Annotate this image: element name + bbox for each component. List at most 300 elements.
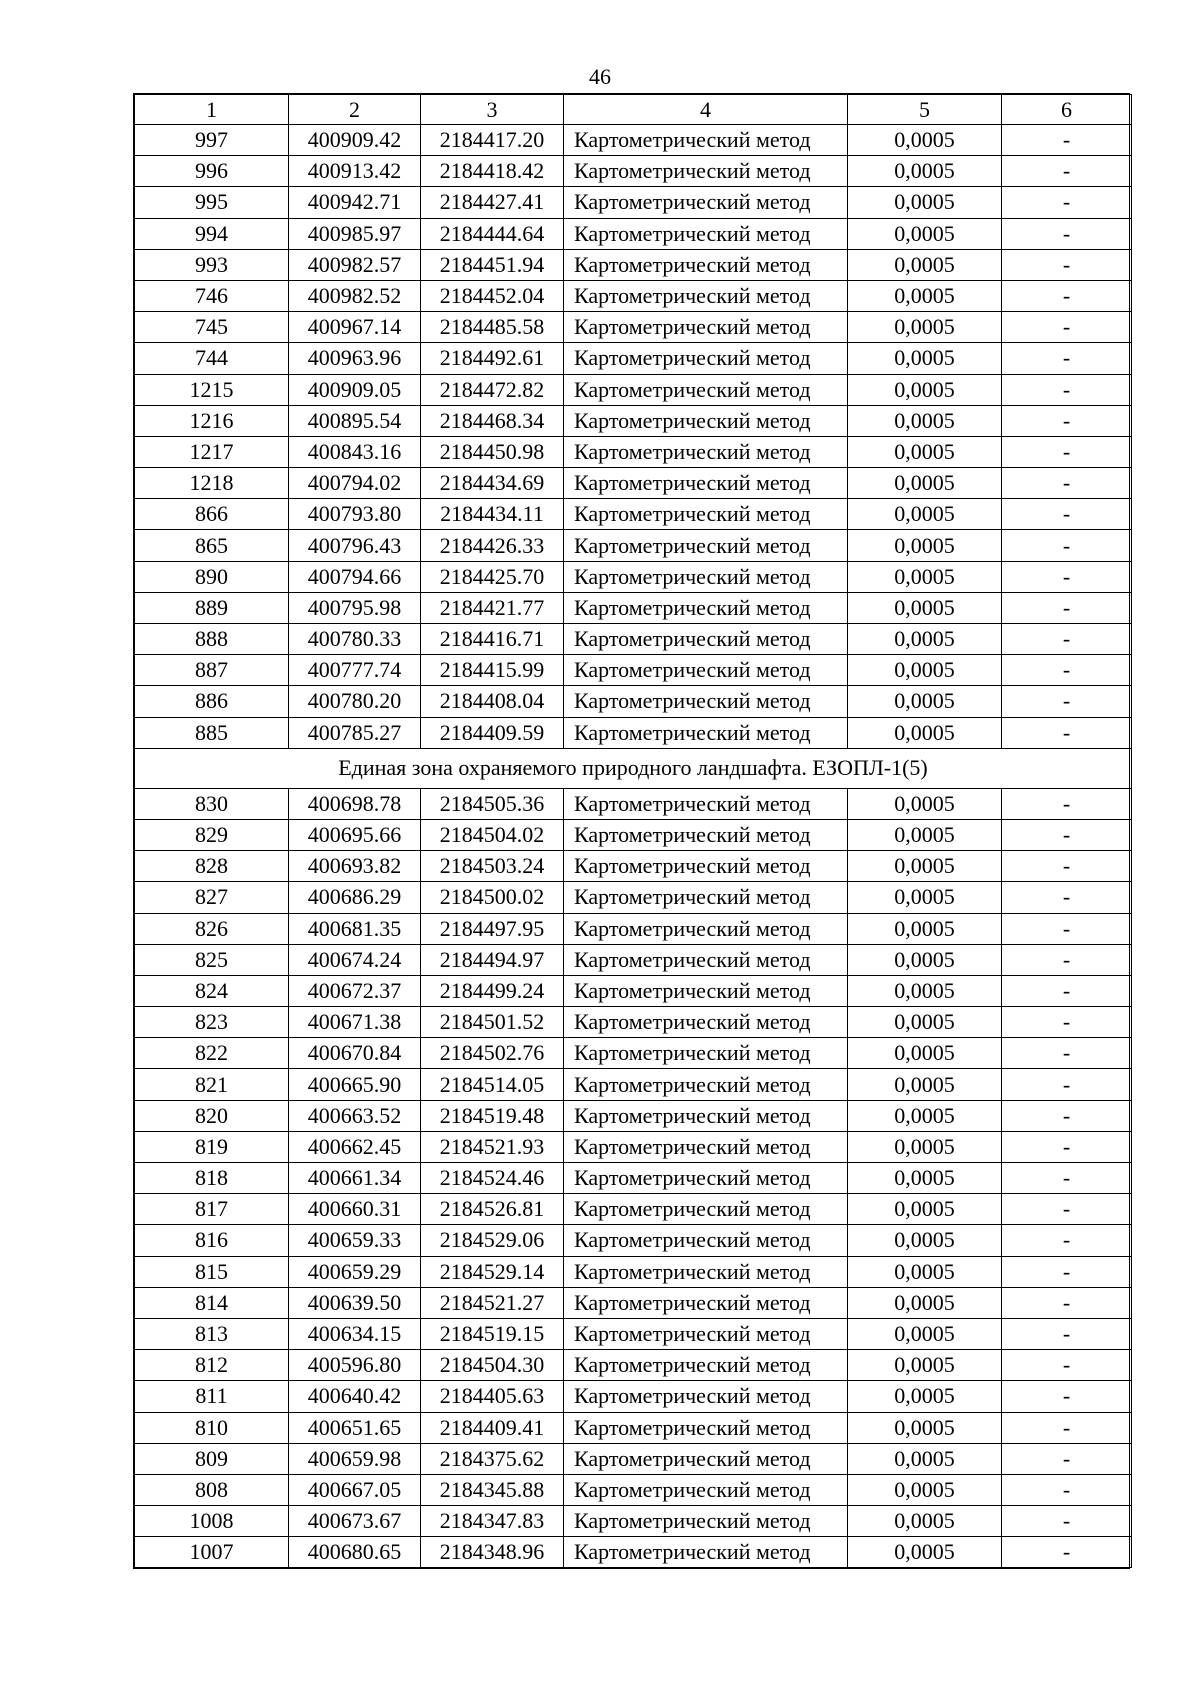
point-number-cell: 994 [135, 218, 289, 249]
y-coordinate-cell: 2184434.69 [421, 468, 564, 499]
method-cell: Картометрический метод [564, 1443, 848, 1474]
y-coordinate-cell: 2184514.05 [421, 1069, 564, 1100]
x-coordinate-cell: 400967.14 [289, 312, 421, 343]
section-title: Единая зона охраняемого природного ландшафта. ЕЗОПЛ-1(5) [135, 748, 1132, 788]
accuracy-cell: 0,0005 [848, 249, 1002, 280]
x-coordinate-cell: 400659.33 [289, 1225, 421, 1256]
table-row [135, 436, 1132, 467]
accuracy-cell: 0,0005 [848, 1069, 1002, 1100]
y-coordinate-cell: 2184415.99 [421, 655, 564, 686]
accuracy-cell: 0,0005 [848, 1038, 1002, 1069]
y-coordinate-cell: 2184500.02 [421, 882, 564, 913]
method-cell: Картометрический метод [564, 624, 848, 655]
x-coordinate-cell: 400695.66 [289, 819, 421, 850]
table-row [135, 343, 1132, 374]
point-number-cell: 886 [135, 686, 289, 717]
x-coordinate-cell: 400895.54 [289, 405, 421, 436]
table-row [135, 499, 1132, 530]
point-number-cell: 821 [135, 1069, 289, 1100]
y-coordinate-cell: 2184418.42 [421, 156, 564, 187]
point-number-cell: 830 [135, 788, 289, 819]
y-coordinate-cell: 2184485.58 [421, 312, 564, 343]
table-row [135, 1131, 1132, 1162]
point-number-cell: 823 [135, 1007, 289, 1038]
note-cell: - [1002, 249, 1132, 280]
method-cell: Картометрический метод [564, 851, 848, 882]
method-cell: Картометрический метод [564, 1038, 848, 1069]
point-number-cell: 1218 [135, 468, 289, 499]
point-number-cell: 744 [135, 343, 289, 374]
y-coordinate-cell: 2184421.77 [421, 592, 564, 623]
note-cell: - [1002, 1506, 1132, 1537]
method-cell: Картометрический метод [564, 592, 848, 623]
accuracy-cell: 0,0005 [848, 1318, 1002, 1349]
point-number-cell: 1007 [135, 1537, 289, 1568]
accuracy-cell: 0,0005 [848, 468, 1002, 499]
note-cell: - [1002, 1194, 1132, 1225]
accuracy-cell: 0,0005 [848, 624, 1002, 655]
method-cell: Картометрический метод [564, 468, 848, 499]
x-coordinate-cell: 400909.05 [289, 374, 421, 405]
x-coordinate-cell: 400651.65 [289, 1412, 421, 1443]
point-number-cell: 888 [135, 624, 289, 655]
y-coordinate-cell: 2184499.24 [421, 975, 564, 1006]
method-cell: Картометрический метод [564, 1131, 848, 1162]
accuracy-cell: 0,0005 [848, 717, 1002, 748]
method-cell: Картометрический метод [564, 1381, 848, 1412]
method-cell: Картометрический метод [564, 1163, 848, 1194]
y-coordinate-cell: 2184452.04 [421, 280, 564, 311]
accuracy-cell: 0,0005 [848, 1131, 1002, 1162]
note-cell: - [1002, 913, 1132, 944]
section-body [135, 748, 1132, 788]
point-number-cell: 825 [135, 944, 289, 975]
table-row [135, 249, 1132, 280]
x-coordinate-cell: 400942.71 [289, 187, 421, 218]
note-cell: - [1002, 1225, 1132, 1256]
note-cell: - [1002, 1350, 1132, 1381]
accuracy-cell: 0,0005 [848, 1256, 1002, 1287]
table-body-before-section [135, 125, 1132, 749]
x-coordinate-cell: 400639.50 [289, 1287, 421, 1318]
method-cell: Картометрический метод [564, 1007, 848, 1038]
accuracy-cell: 0,0005 [848, 1225, 1002, 1256]
method-cell: Картометрический метод [564, 1412, 848, 1443]
table-row [135, 1256, 1132, 1287]
method-cell: Картометрический метод [564, 1537, 848, 1568]
accuracy-cell: 0,0005 [848, 1412, 1002, 1443]
accuracy-cell: 0,0005 [848, 125, 1002, 156]
y-coordinate-cell: 2184405.63 [421, 1381, 564, 1412]
x-coordinate-cell: 400793.80 [289, 499, 421, 530]
x-coordinate-cell: 400843.16 [289, 436, 421, 467]
y-coordinate-cell: 2184501.52 [421, 1007, 564, 1038]
accuracy-cell: 0,0005 [848, 218, 1002, 249]
y-coordinate-cell: 2184450.98 [421, 436, 564, 467]
accuracy-cell: 0,0005 [848, 280, 1002, 311]
table-row [135, 944, 1132, 975]
point-number-cell: 822 [135, 1038, 289, 1069]
y-coordinate-cell: 2184529.06 [421, 1225, 564, 1256]
point-number-cell: 1216 [135, 405, 289, 436]
point-number-cell: 995 [135, 187, 289, 218]
accuracy-cell: 0,0005 [848, 530, 1002, 561]
point-number-cell: 813 [135, 1318, 289, 1349]
accuracy-cell: 0,0005 [848, 975, 1002, 1006]
x-coordinate-cell: 400596.80 [289, 1350, 421, 1381]
table-row [135, 280, 1132, 311]
note-cell: - [1002, 1256, 1132, 1287]
note-cell: - [1002, 975, 1132, 1006]
point-number-cell: 808 [135, 1474, 289, 1505]
note-cell: - [1002, 125, 1132, 156]
x-coordinate-cell: 400672.37 [289, 975, 421, 1006]
method-cell: Картометрический метод [564, 819, 848, 850]
accuracy-cell: 0,0005 [848, 187, 1002, 218]
note-cell: - [1002, 1069, 1132, 1100]
y-coordinate-cell: 2184347.83 [421, 1506, 564, 1537]
table-row [135, 1412, 1132, 1443]
note-cell: - [1002, 218, 1132, 249]
method-cell: Картометрический метод [564, 913, 848, 944]
table-row [135, 717, 1132, 748]
y-coordinate-cell: 2184504.30 [421, 1350, 564, 1381]
table-row [135, 1350, 1132, 1381]
table-row [135, 624, 1132, 655]
accuracy-cell: 0,0005 [848, 1506, 1002, 1537]
note-cell: - [1002, 1443, 1132, 1474]
table-row [135, 156, 1132, 187]
point-number-cell: 811 [135, 1381, 289, 1412]
x-coordinate-cell: 400794.66 [289, 561, 421, 592]
method-cell: Картометрический метод [564, 343, 848, 374]
point-number-cell: 993 [135, 249, 289, 280]
point-number-cell: 818 [135, 1163, 289, 1194]
table-row [135, 655, 1132, 686]
y-coordinate-cell: 2184497.95 [421, 913, 564, 944]
note-cell: - [1002, 882, 1132, 913]
x-coordinate-cell: 400909.42 [289, 125, 421, 156]
y-coordinate-cell: 2184348.96 [421, 1537, 564, 1568]
point-number-cell: 746 [135, 280, 289, 311]
point-number-cell: 865 [135, 530, 289, 561]
accuracy-cell: 0,0005 [848, 592, 1002, 623]
y-coordinate-cell: 2184505.36 [421, 788, 564, 819]
point-number-cell: 828 [135, 851, 289, 882]
table-row [135, 1318, 1132, 1349]
method-cell: Картометрический метод [564, 374, 848, 405]
y-coordinate-cell: 2184472.82 [421, 374, 564, 405]
table-row [135, 187, 1132, 218]
y-coordinate-cell: 2184444.64 [421, 218, 564, 249]
note-cell: - [1002, 819, 1132, 850]
x-coordinate-cell: 400982.57 [289, 249, 421, 280]
y-coordinate-cell: 2184521.27 [421, 1287, 564, 1318]
page-number: 46 [589, 64, 611, 89]
table-row [135, 1100, 1132, 1131]
point-number-cell: 829 [135, 819, 289, 850]
x-coordinate-cell: 400777.74 [289, 655, 421, 686]
method-cell: Картометрический метод [564, 655, 848, 686]
point-number-cell: 827 [135, 882, 289, 913]
method-cell: Картометрический метод [564, 944, 848, 975]
x-coordinate-cell: 400686.29 [289, 882, 421, 913]
x-coordinate-cell: 400660.31 [289, 1194, 421, 1225]
x-coordinate-cell: 400796.43 [289, 530, 421, 561]
table-row [135, 561, 1132, 592]
method-cell: Картометрический метод [564, 1287, 848, 1318]
point-number-cell: 819 [135, 1131, 289, 1162]
note-cell: - [1002, 686, 1132, 717]
point-number-cell: 816 [135, 1225, 289, 1256]
accuracy-cell: 0,0005 [848, 1194, 1002, 1225]
accuracy-cell: 0,0005 [848, 1007, 1002, 1038]
x-coordinate-cell: 400640.42 [289, 1381, 421, 1412]
accuracy-cell: 0,0005 [848, 405, 1002, 436]
point-number-cell: 826 [135, 913, 289, 944]
accuracy-cell: 0,0005 [848, 343, 1002, 374]
y-coordinate-cell: 2184409.59 [421, 717, 564, 748]
method-cell: Картометрический метод [564, 312, 848, 343]
point-number-cell: 814 [135, 1287, 289, 1318]
note-cell: - [1002, 944, 1132, 975]
column-header: 6 [1002, 95, 1132, 125]
accuracy-cell: 0,0005 [848, 374, 1002, 405]
note-cell: - [1002, 1163, 1132, 1194]
method-cell: Картометрический метод [564, 788, 848, 819]
method-cell: Картометрический метод [564, 187, 848, 218]
table-row [135, 1225, 1132, 1256]
x-coordinate-cell: 400674.24 [289, 944, 421, 975]
y-coordinate-cell: 2184521.93 [421, 1131, 564, 1162]
method-cell: Картометрический метод [564, 249, 848, 280]
accuracy-cell: 0,0005 [848, 1163, 1002, 1194]
point-number-cell: 885 [135, 717, 289, 748]
point-number-cell: 996 [135, 156, 289, 187]
table-row [135, 1381, 1132, 1412]
method-cell: Картометрический метод [564, 125, 848, 156]
x-coordinate-cell: 400665.90 [289, 1069, 421, 1100]
column-header: 2 [289, 95, 421, 125]
accuracy-cell: 0,0005 [848, 851, 1002, 882]
table-row [135, 592, 1132, 623]
note-cell: - [1002, 468, 1132, 499]
point-number-cell: 1008 [135, 1506, 289, 1537]
note-cell: - [1002, 788, 1132, 819]
note-cell: - [1002, 717, 1132, 748]
table-row [135, 312, 1132, 343]
point-number-cell: 887 [135, 655, 289, 686]
accuracy-cell: 0,0005 [848, 1381, 1002, 1412]
table-row [135, 913, 1132, 944]
accuracy-cell: 0,0005 [848, 1443, 1002, 1474]
x-coordinate-cell: 400673.67 [289, 1506, 421, 1537]
note-cell: - [1002, 436, 1132, 467]
point-number-cell: 824 [135, 975, 289, 1006]
y-coordinate-cell: 2184503.24 [421, 851, 564, 882]
header-row [135, 95, 1132, 125]
x-coordinate-cell: 400780.33 [289, 624, 421, 655]
method-cell: Картометрический метод [564, 1225, 848, 1256]
method-cell: Картометрический метод [564, 499, 848, 530]
x-coordinate-cell: 400795.98 [289, 592, 421, 623]
accuracy-cell: 0,0005 [848, 1100, 1002, 1131]
y-coordinate-cell: 2184526.81 [421, 1194, 564, 1225]
x-coordinate-cell: 400671.38 [289, 1007, 421, 1038]
accuracy-cell: 0,0005 [848, 913, 1002, 944]
method-cell: Картометрический метод [564, 561, 848, 592]
x-coordinate-cell: 400982.52 [289, 280, 421, 311]
x-coordinate-cell: 400913.42 [289, 156, 421, 187]
y-coordinate-cell: 2184494.97 [421, 944, 564, 975]
y-coordinate-cell: 2184408.04 [421, 686, 564, 717]
x-coordinate-cell: 400693.82 [289, 851, 421, 882]
note-cell: - [1002, 1318, 1132, 1349]
table-row [135, 819, 1132, 850]
point-number-cell: 745 [135, 312, 289, 343]
method-cell: Картометрический метод [564, 1194, 848, 1225]
method-cell: Картометрический метод [564, 1256, 848, 1287]
note-cell: - [1002, 530, 1132, 561]
y-coordinate-cell: 2184519.15 [421, 1318, 564, 1349]
note-cell: - [1002, 1131, 1132, 1162]
note-cell: - [1002, 156, 1132, 187]
method-cell: Картометрический метод [564, 156, 848, 187]
y-coordinate-cell: 2184492.61 [421, 343, 564, 374]
x-coordinate-cell: 400663.52 [289, 1100, 421, 1131]
note-cell: - [1002, 1474, 1132, 1505]
point-number-cell: 810 [135, 1412, 289, 1443]
table-row [135, 1007, 1132, 1038]
section-row [135, 748, 1132, 788]
point-number-cell: 809 [135, 1443, 289, 1474]
table-row [135, 1194, 1132, 1225]
note-cell: - [1002, 1412, 1132, 1443]
accuracy-cell: 0,0005 [848, 686, 1002, 717]
point-number-cell: 817 [135, 1194, 289, 1225]
accuracy-cell: 0,0005 [848, 156, 1002, 187]
table-row [135, 468, 1132, 499]
method-cell: Картометрический метод [564, 1350, 848, 1381]
y-coordinate-cell: 2184425.70 [421, 561, 564, 592]
accuracy-cell: 0,0005 [848, 944, 1002, 975]
x-coordinate-cell: 400661.34 [289, 1163, 421, 1194]
table-row [135, 686, 1132, 717]
note-cell: - [1002, 561, 1132, 592]
table-row [135, 851, 1132, 882]
note-cell: - [1002, 1100, 1132, 1131]
x-coordinate-cell: 400634.15 [289, 1318, 421, 1349]
table-row [135, 1287, 1132, 1318]
y-coordinate-cell: 2184519.48 [421, 1100, 564, 1131]
method-cell: Картометрический метод [564, 882, 848, 913]
method-cell: Картометрический метод [564, 1069, 848, 1100]
accuracy-cell: 0,0005 [848, 788, 1002, 819]
method-cell: Картометрический метод [564, 717, 848, 748]
y-coordinate-cell: 2184416.71 [421, 624, 564, 655]
y-coordinate-cell: 2184417.20 [421, 125, 564, 156]
column-header: 5 [848, 95, 1002, 125]
method-cell: Картометрический метод [564, 1506, 848, 1537]
note-cell: - [1002, 1537, 1132, 1568]
method-cell: Картометрический метод [564, 530, 848, 561]
x-coordinate-cell: 400963.96 [289, 343, 421, 374]
coordinates-table [134, 94, 1132, 1568]
note-cell: - [1002, 851, 1132, 882]
point-number-cell: 820 [135, 1100, 289, 1131]
point-number-cell: 890 [135, 561, 289, 592]
method-cell: Картометрический метод [564, 975, 848, 1006]
y-coordinate-cell: 2184504.02 [421, 819, 564, 850]
note-cell: - [1002, 187, 1132, 218]
point-number-cell: 997 [135, 125, 289, 156]
table-row [135, 530, 1132, 561]
table-row [135, 1537, 1132, 1568]
x-coordinate-cell: 400659.29 [289, 1256, 421, 1287]
accuracy-cell: 0,0005 [848, 1474, 1002, 1505]
point-number-cell: 866 [135, 499, 289, 530]
table-row [135, 788, 1132, 819]
accuracy-cell: 0,0005 [848, 436, 1002, 467]
x-coordinate-cell: 400780.20 [289, 686, 421, 717]
method-cell: Картометрический метод [564, 1474, 848, 1505]
accuracy-cell: 0,0005 [848, 1287, 1002, 1318]
y-coordinate-cell: 2184426.33 [421, 530, 564, 561]
table-row [135, 882, 1132, 913]
y-coordinate-cell: 2184529.14 [421, 1256, 564, 1287]
note-cell: - [1002, 624, 1132, 655]
table-row [135, 1038, 1132, 1069]
point-number-cell: 812 [135, 1350, 289, 1381]
note-cell: - [1002, 280, 1132, 311]
table-body-after-section [135, 788, 1132, 1568]
table-row [135, 374, 1132, 405]
note-cell: - [1002, 1287, 1132, 1318]
point-number-cell: 815 [135, 1256, 289, 1287]
table-row [135, 1163, 1132, 1194]
note-cell: - [1002, 1038, 1132, 1069]
x-coordinate-cell: 400670.84 [289, 1038, 421, 1069]
point-number-cell: 889 [135, 592, 289, 623]
column-header: 3 [421, 95, 564, 125]
accuracy-cell: 0,0005 [848, 1537, 1002, 1568]
y-coordinate-cell: 2184468.34 [421, 405, 564, 436]
note-cell: - [1002, 655, 1132, 686]
note-cell: - [1002, 405, 1132, 436]
method-cell: Картометрический метод [564, 686, 848, 717]
note-cell: - [1002, 343, 1132, 374]
accuracy-cell: 0,0005 [848, 312, 1002, 343]
coordinates-table-container [133, 93, 1130, 1569]
table-row [135, 125, 1132, 156]
accuracy-cell: 0,0005 [848, 655, 1002, 686]
x-coordinate-cell: 400698.78 [289, 788, 421, 819]
y-coordinate-cell: 2184427.41 [421, 187, 564, 218]
accuracy-cell: 0,0005 [848, 499, 1002, 530]
table-row [135, 1069, 1132, 1100]
table-row [135, 405, 1132, 436]
y-coordinate-cell: 2184375.62 [421, 1443, 564, 1474]
point-number-cell: 1215 [135, 374, 289, 405]
accuracy-cell: 0,0005 [848, 1350, 1002, 1381]
note-cell: - [1002, 374, 1132, 405]
table-row [135, 1506, 1132, 1537]
y-coordinate-cell: 2184524.46 [421, 1163, 564, 1194]
x-coordinate-cell: 400794.02 [289, 468, 421, 499]
y-coordinate-cell: 2184409.41 [421, 1412, 564, 1443]
column-header: 1 [135, 95, 289, 125]
x-coordinate-cell: 400662.45 [289, 1131, 421, 1162]
